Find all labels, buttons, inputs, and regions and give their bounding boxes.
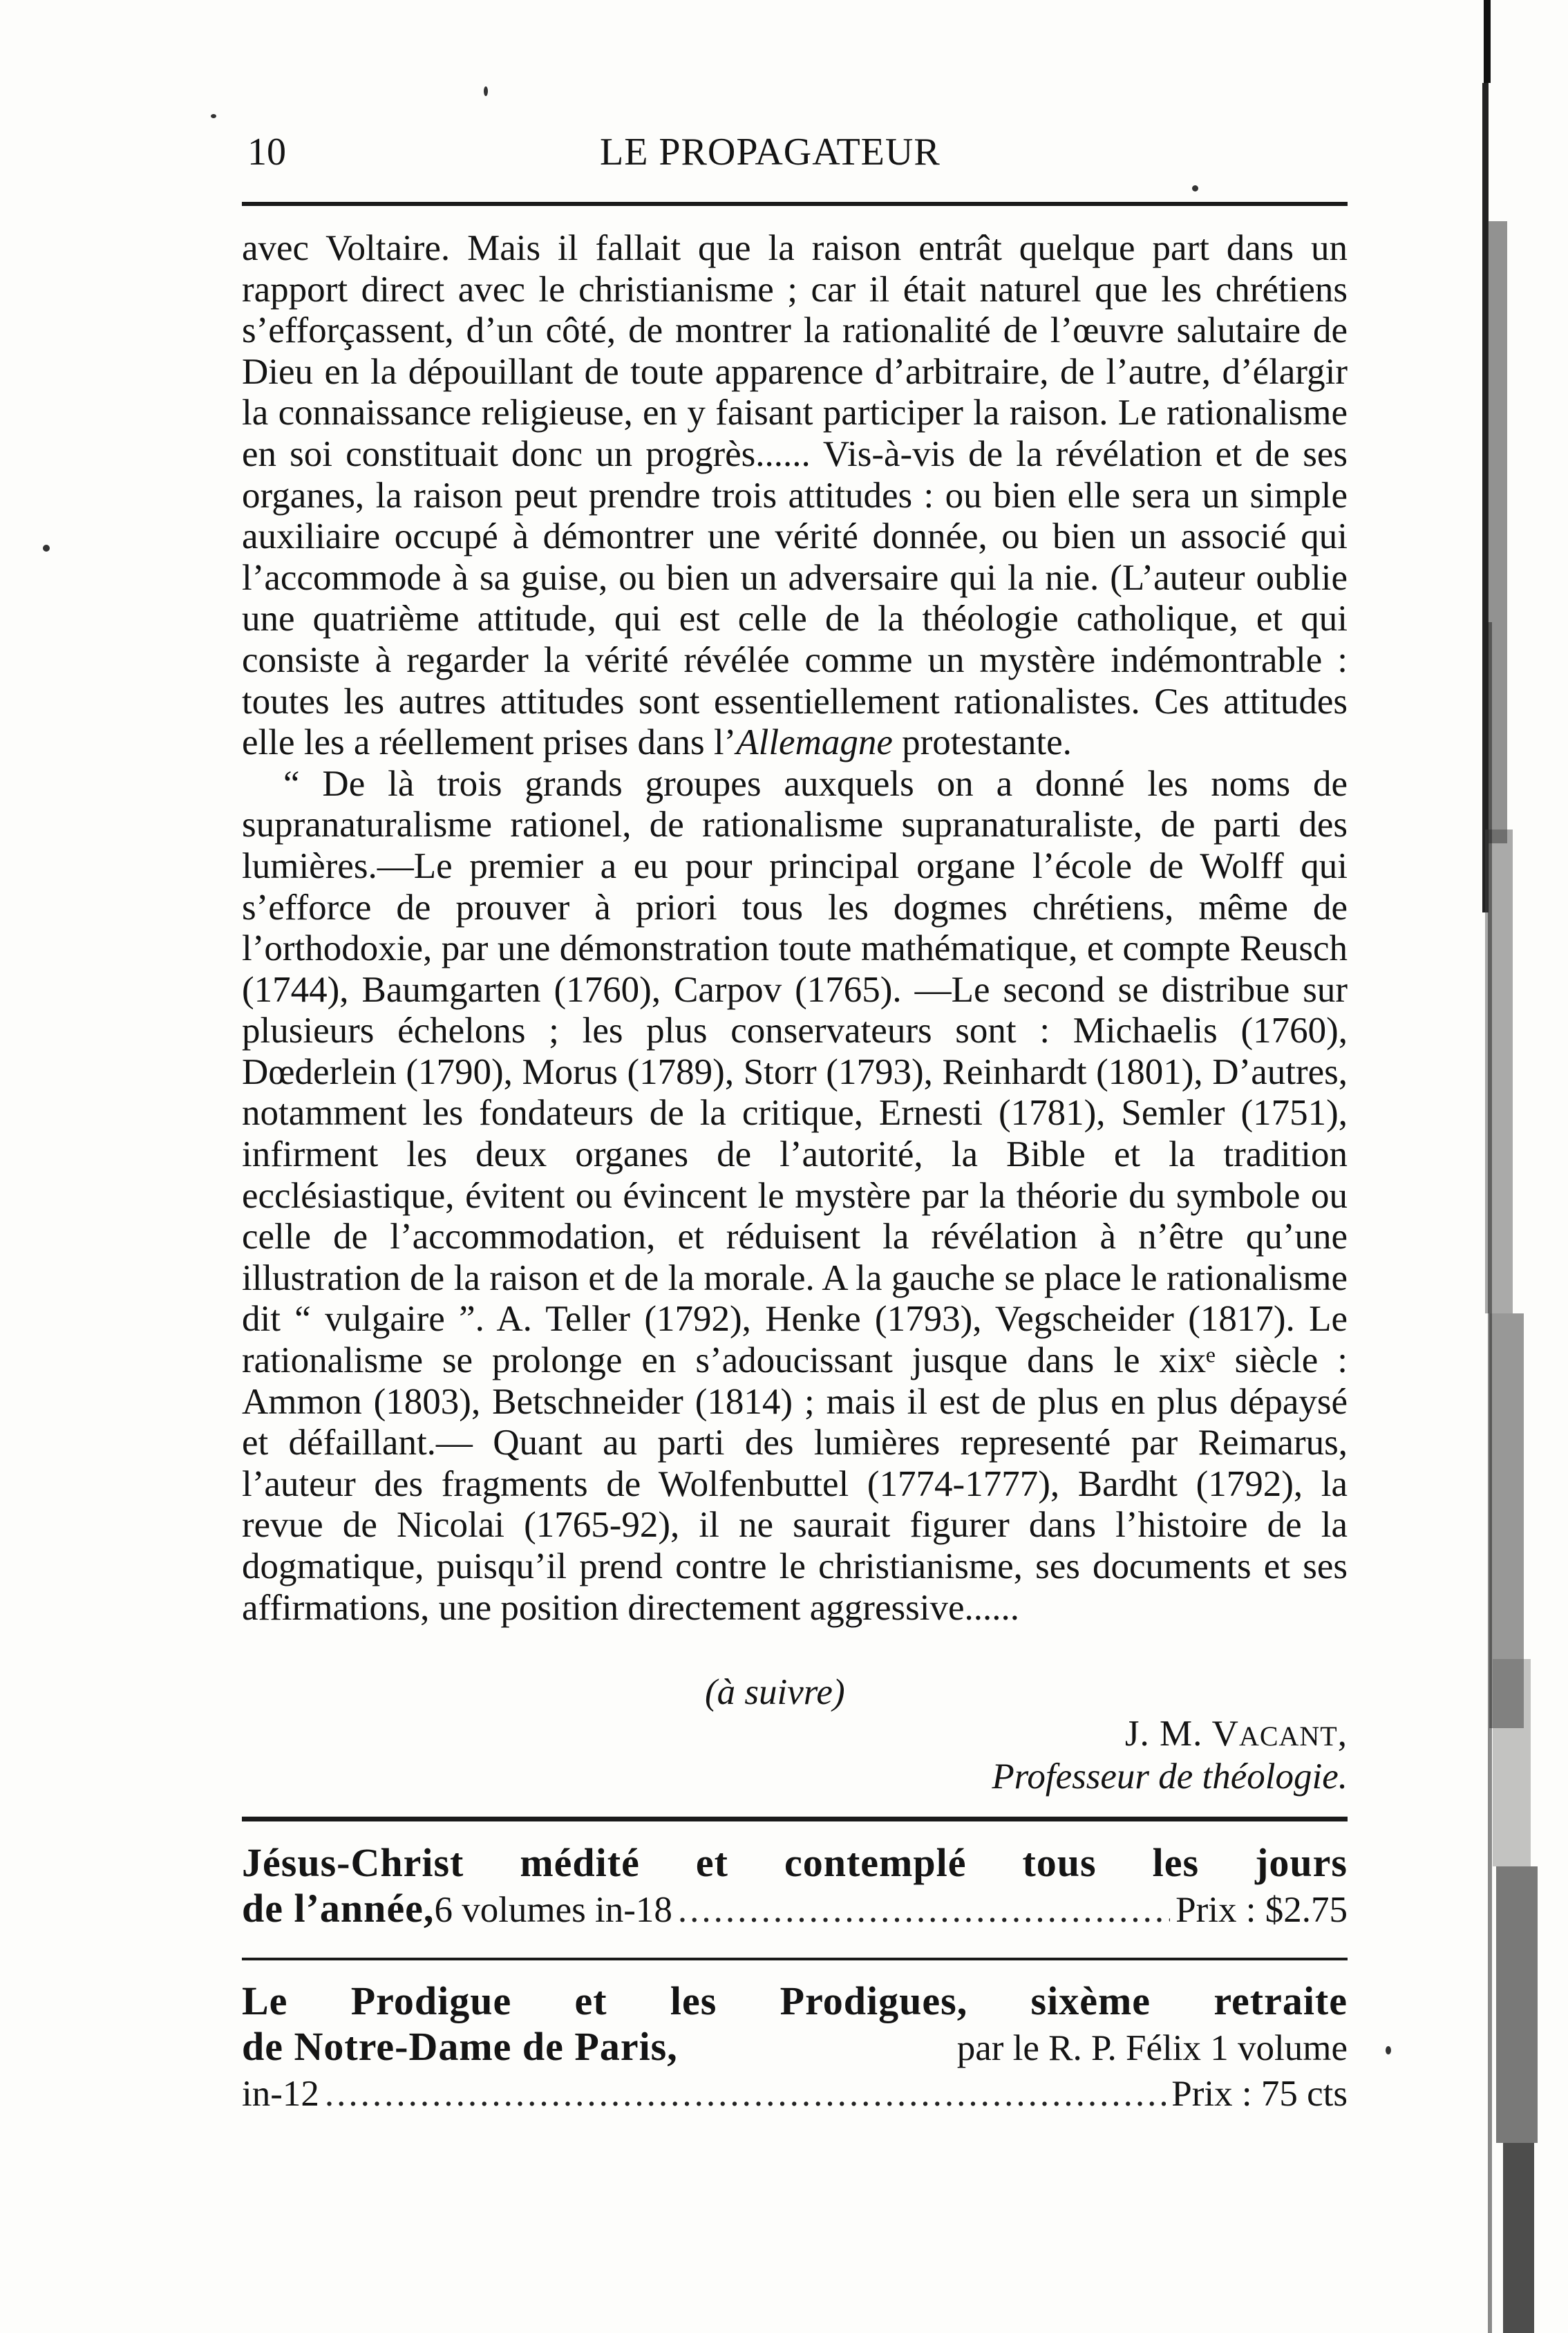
ad-divider-rule xyxy=(242,1958,1348,1960)
author-title: Professeur de théologie. xyxy=(992,1756,1348,1797)
paragraph-1-italic: Allemagne xyxy=(736,722,893,763)
ads-separator-rule xyxy=(242,1817,1348,1821)
author-surname: ACANT xyxy=(1238,1721,1338,1752)
author-comma: , xyxy=(1337,1714,1348,1754)
ad-2-title: Le Prodigue et les Prodigues, sixème retraite xyxy=(242,1978,1348,2023)
paragraph-1-end: protestante. xyxy=(892,722,1072,763)
dot-leader xyxy=(678,1887,1170,1933)
ad-2-format: in-12 xyxy=(242,2074,319,2114)
scan-speck xyxy=(43,545,50,552)
ad-1-title: Jésus-Christ médité et contemplé tous les jours xyxy=(242,1840,1348,1885)
article-body xyxy=(242,228,1348,1629)
paragraph-2: “ De là trois grands groupes auxquels on a donné les noms de supranaturalisme rationel, de rationalisme supranaturaliste, de parti des lumières.—Le premier a eu pour principal organe l’école de Wolff qui s’efforce de prouver à priori tous les dogmes chrétiens, même de l’orthodoxie, par une démonstration toute mathématique, et compte Reusch (1744), Baumgarten (1760), Carpov (1765). —Le second se distribue sur plusieurs échelons ; les plus conservateurs sont : Michaelis (1760), Dœderlein (1790), Morus (1789), Storr (1793), Reinhardt (1801), D’autres, notamment les fondateurs de la critique, Ernesti (1781), Semler (1751), infirment les deux organes de l’autorité, la Bible et la tradition ecclésiastique, évitent ou évincent le mystère par la théorie du symbole ou celle de l’accommodation, et réduisent la révélation à n’être qu’une illustration de la raison et de la morale. A la gauche se place le rationalisme dit “ vulgaire ”. A. Teller (1792), Henke (1793), Vegscheider (1817). Le rationalisme se prolonge en s’adoucissant jusque dans le xixᵉ siècle : Ammon (1803), Betschneider (1814) ; mais il est de plus en plus dépaysé et défaillant.— Quant au parti des lumières representé par Reimarus, l’auteur des fragments de Wolfenbuttel (1774-1777), Bardht (1792), la revue de Nicolai (1765-92), il ne saurait figurer dans l’histoire de la dogmatique, puisqu’il prend contre le christianisme, ses documents et ses affirmations, une position directement aggressive...... xyxy=(242,763,1348,1628)
scan-speck xyxy=(1386,2046,1391,2054)
ad-2-price: Prix : 75 cts xyxy=(1171,2074,1348,2114)
ad-1-price-line xyxy=(242,1886,1348,1933)
paragraph-1-text: avec Voltaire. Mais il fallait que la raison entrât quelque part dans un rapport direct avec le christianisme ; car il était naturel que les chrétiens s’efforçassent, d’un côté, de montrer la rationalité de l’œuvre salutaire de Dieu en la dépouillant de toute apparence d’arbitraire, de l’autre, d’élargir la connaissance religieuse, en y faisant participer la raison. Le rationalisme en soi constituait donc un progrès...... Vis-à-vis de la révélation et de ses organes, la raison peut prendre trois attitudes : ou bien elle sera un simple auxiliaire occupé à démontrer une vérité donnée, ou bien un associé qui l’accommode à sa guise, ou bien un adversaire qui la nie. (L’auteur oublie une quatrième attitude, qui est celle de la théologie catholique, et qui consiste à regarder la vérité révélée comme un mystère indémontrable : toutes les autres attitudes sont essentiellement rationalistes. Ces attitudes elle les a réellement prises dans l’ xyxy=(242,228,1348,763)
ad-1-title-cont: de l’année, xyxy=(242,1886,435,1931)
ad-2-details: par le R. P. Félix 1 volume xyxy=(956,2028,1348,2068)
scan-speck xyxy=(484,86,488,96)
running-title: LE PROPAGATEUR xyxy=(600,131,941,174)
author-signature xyxy=(1125,1713,1348,1757)
advertisement-1 xyxy=(242,1840,1348,1933)
author-initials: J. M. V xyxy=(1124,1714,1239,1754)
scan-edge-artifact xyxy=(1468,0,1545,2333)
ad-2-title-cont: de Notre-Dame de Paris, xyxy=(242,2024,678,2069)
ad-2-title-line xyxy=(242,2024,1348,2071)
header-rule xyxy=(242,202,1348,206)
scan-speck xyxy=(211,114,216,118)
ad-1-price: Prix : $2.75 xyxy=(1175,1890,1348,1930)
dot-leader xyxy=(325,2071,1166,2117)
running-head xyxy=(240,124,1346,180)
ad-2-price-line xyxy=(242,2071,1348,2117)
advertisement-2 xyxy=(242,1978,1348,2117)
to-be-continued: (à suivre) xyxy=(705,1672,845,1712)
scan-speck xyxy=(1192,185,1198,191)
paragraph-1 xyxy=(242,228,1348,764)
ad-1-details: 6 volumes in-18 xyxy=(434,1890,672,1930)
page-number: 10 xyxy=(247,131,286,174)
